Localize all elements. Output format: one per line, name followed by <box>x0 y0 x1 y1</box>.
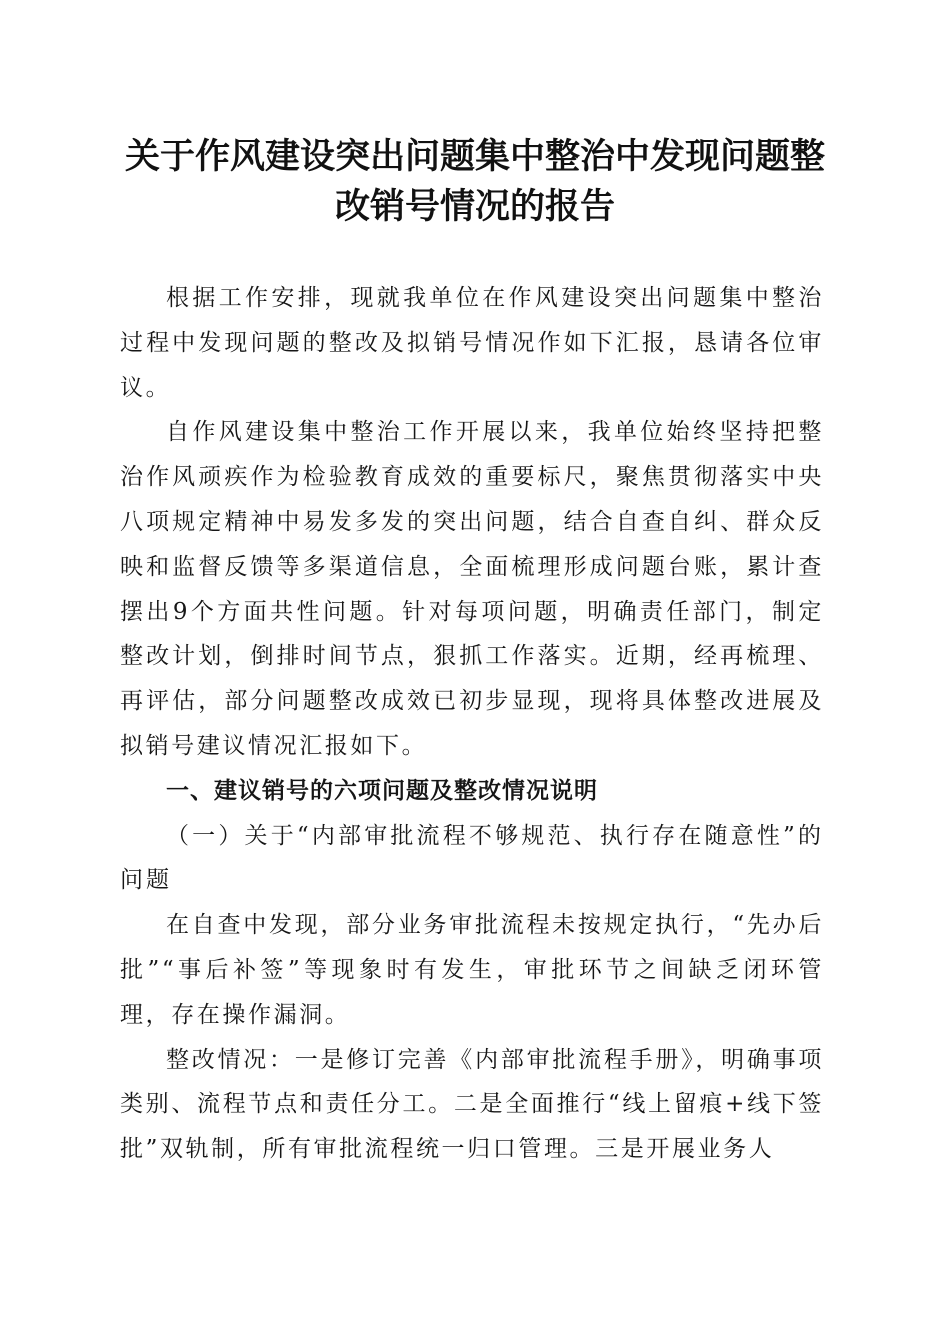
section-heading: 一、建议销号的六项问题及整改情况说明 <box>166 777 598 804</box>
title-line-2: 改销号情况的报告 <box>334 186 615 227</box>
rectification-paragraph: 整改情况：一是修订完善《内部审批流程手册》，明确事项类别、流程节点和责任分工。二是全面推行“线上留痕+线下签批”双轨制，所有审批流程统一归口管理。三是开展业务人 <box>120 1046 824 1163</box>
subsection-heading: （一）关于“内部审批流程不够规范、执行存在随意性”的问题 <box>120 822 824 894</box>
intro-paragraph: 根据工作安排，现就我单位在作风建设突出问题集中整治过程中发现问题的整改及拟销号情况作如下汇报，恳请各位审议。 <box>120 285 824 401</box>
title-line-1: 关于作风建设突出问题集中整治中发现问题整 <box>124 136 825 177</box>
finding-paragraph: 在自查中发现，部分业务审批流程未按规定执行，“先办后批”“事后补签”等现象时有发生，审批环节之间缺乏闭环管理，存在操作漏洞。 <box>120 912 824 1028</box>
background-paragraph: 自作风建设集中整治工作开展以来，我单位始终坚持把整治作风顽疾作为检验教育成效的重要标尺，聚焦贯彻落实中央八项规定精神中易发多发的突出问题，结合自查自纠、群众反映和监督反馈等多渠道信息，全面梳理形成问题台账，累计查摆出9个方面共性问题。针对每项问题，明确责任部门，制定整改计划，倒排时间节点，狠抓工作落实。近期，经再梳理、再评估，部分问题整改成效已初步显现，现将具体整改进展及拟销号建议情况汇报如下。 <box>120 419 824 759</box>
document-title <box>110 132 840 232</box>
document-body <box>120 276 824 1172</box>
